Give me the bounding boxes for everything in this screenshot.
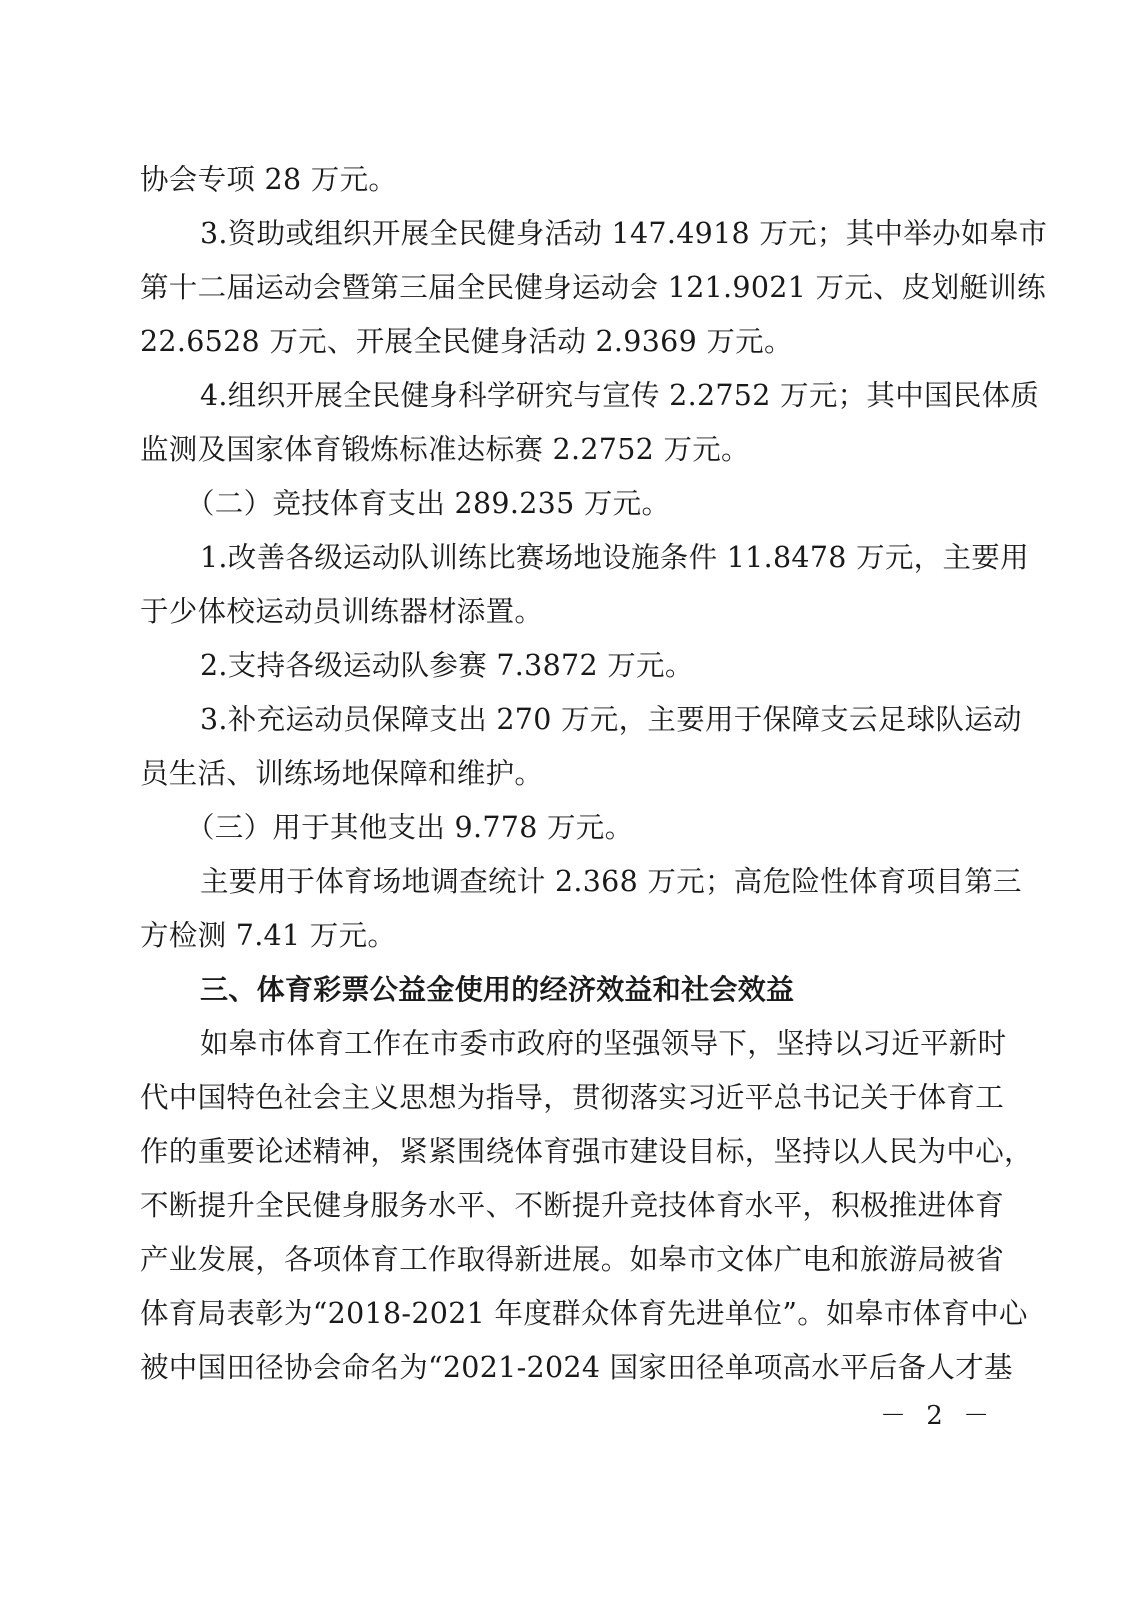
text-line: 员生活、训练场地保障和维护。 [140, 757, 544, 790]
text-line: 不断提升全民健身服务水平、不断提升竞技体育水平，积极推进体育 [140, 1189, 1005, 1222]
text-line: 如皋市体育工作在市委市政府的坚强领导下，坚持以习近平新时 [200, 1027, 1007, 1060]
text-line: 协会专项 28 万元。 [140, 163, 398, 196]
text-line: 4.组织开展全民健身科学研究与宣传 2.2752 万元；其中国民体质 [200, 379, 1040, 412]
text-line: 主要用于体育场地调查统计 2.368 万元；高危险性体育项目第三 [200, 865, 1022, 898]
text-line: 产业发展，各项体育工作取得新进展。如皋市文体广电和旅游局被省 [140, 1243, 1005, 1276]
text-line: 体育局表彰为“2018-2021 年度群众体育先进单位”。如皋市体育中心 [140, 1297, 1028, 1330]
text-line: 2.支持各级运动队参赛 7.3872 万元。 [200, 649, 694, 682]
text-line: 于少体校运动员训练器材添置。 [140, 595, 544, 628]
text-line: 监测及国家体育锻炼标准达标赛 2.2752 万元。 [140, 433, 750, 466]
text-line: 第十二届运动会暨第三届全民健身运动会 121.9021 万元、皮划艇训练 [140, 271, 1046, 304]
text-line: 代中国特色社会主义思想为指导，贯彻落实习近平总书记关于体育工 [140, 1081, 1005, 1114]
text-line: 22.6528 万元、开展全民健身活动 2.9369 万元。 [140, 325, 793, 358]
text-line: 方检测 7.41 万元。 [140, 919, 397, 952]
text-line: 1.改善各级运动队训练比赛场地设施条件 11.8478 万元，主要用 [200, 541, 1029, 574]
text-line: 3.资助或组织开展全民健身活动 147.4918 万元；其中举办如皋市 [200, 217, 1048, 250]
text-line: 被中国田径协会命名为“2021-2024 国家田径单项高水平后备人才基 [140, 1351, 1013, 1384]
section-heading: 三、体育彩票公益金使用的经济效益和社会效益 [200, 973, 795, 1006]
text-line: 作的重要论述精神，紧紧围绕体育强市建设目标，坚持以人民为中心， [140, 1135, 1033, 1168]
section-subheading: （二）竞技体育支出 289.235 万元。 [186, 487, 671, 520]
text-line: 3.补充运动员保障支出 270 万元，主要用于保障支云足球队运动 [200, 703, 1022, 736]
section-subheading: （三）用于其他支出 9.778 万元。 [186, 811, 634, 844]
page-number: － 2 － [880, 1401, 996, 1431]
